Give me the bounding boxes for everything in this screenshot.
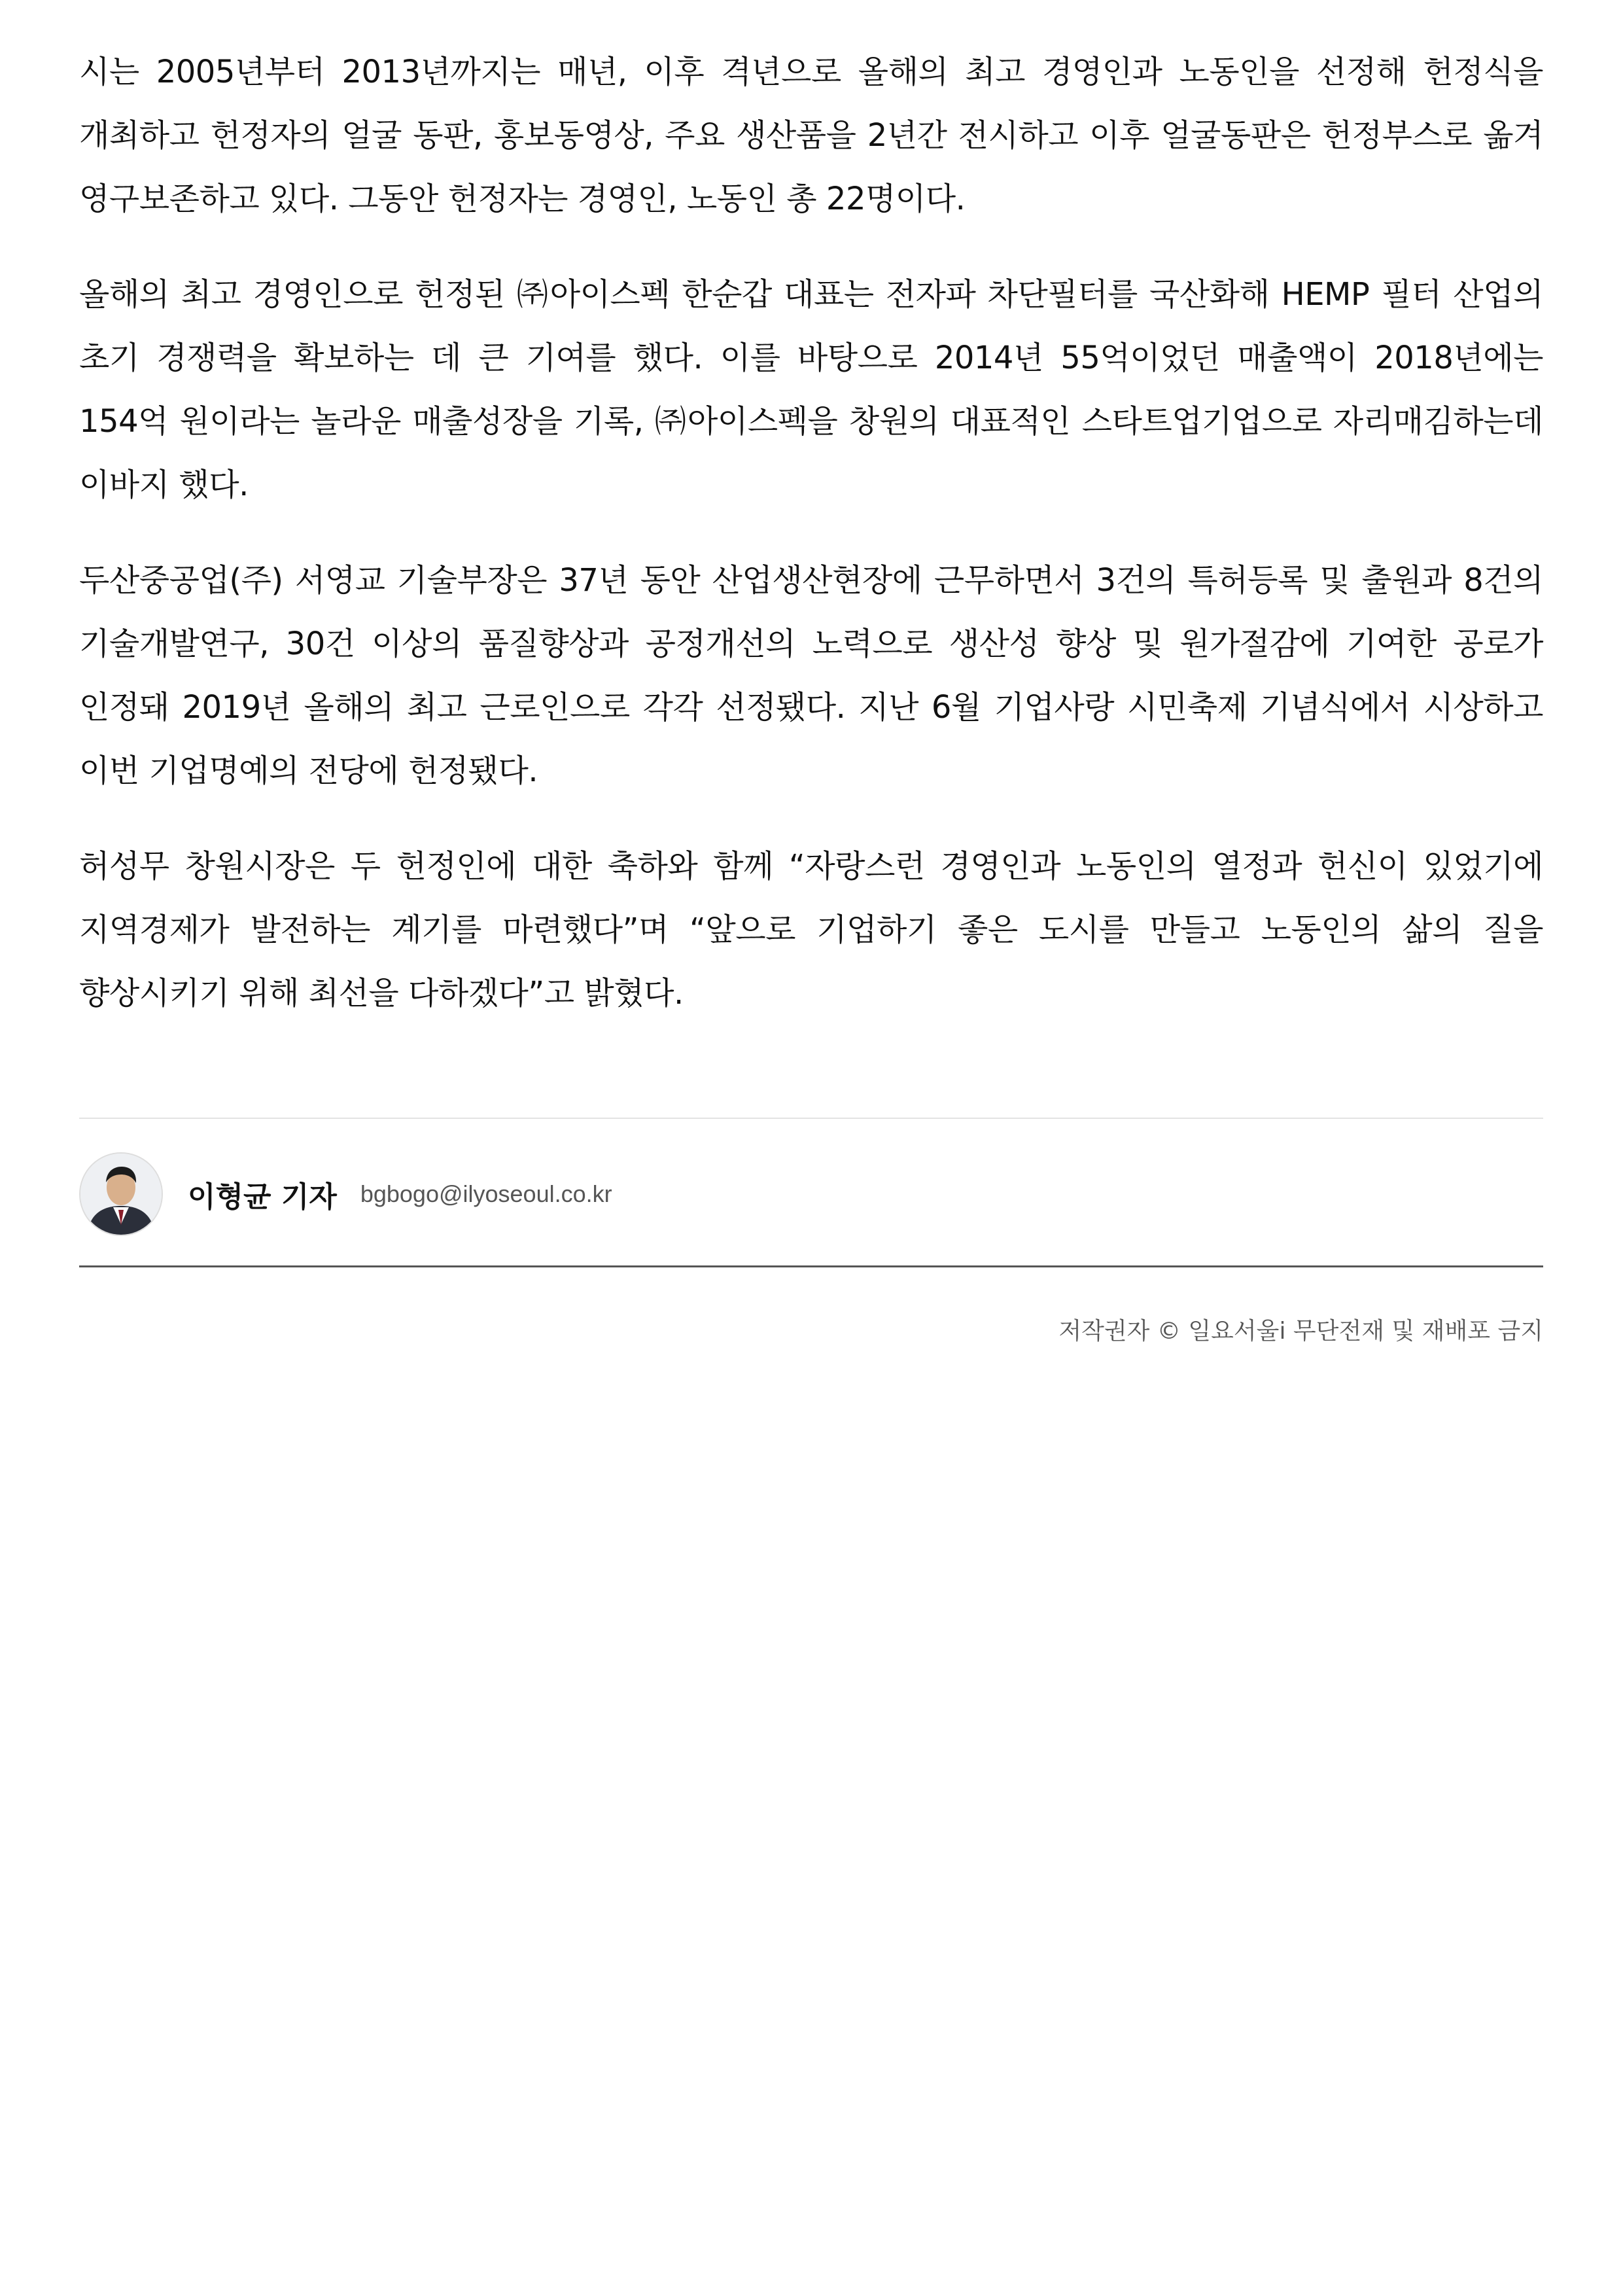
article-paragraph: 시는 2005년부터 2013년까지는 매년, 이후 격년으로 올해의 최고 경영인과 노동인을 선정해 헌정식을 개최하고 헌정자의 얼굴 동판, 홍보동영상, 주요 생산품을 2년간 전시하고 이후 얼굴동판은 헌정부스로 옮겨 영구보존하고 있다. 그동안 헌정자는 경영인, 노동인 총 22명이다. [79, 54, 1543, 217]
article-paragraph: 올해의 최고 경영인으로 헌정된 ㈜아이스펙 한순갑 대표는 전자파 차단필터를 국산화해 HEMP 필터 산업의 초기 경쟁력을 확보하는 데 큰 기여를 했다. 이를 바탕으로 2014년 55억이었던 매출액이 2018년에는 154억 원이라는 놀라운 매출성장을 기록, ㈜아이스펙을 창원의 대표적인 스타트업기업으로 자리매김하는데 이바지 했다. [79, 276, 1543, 503]
author-email[interactable]: bgbogo@ilyoseoul.co.kr [360, 1180, 612, 1207]
article-body [79, 41, 1543, 1057]
byline-divider-bottom [79, 1265, 1543, 1267]
byline-divider-top [79, 1118, 1543, 1119]
author-portrait-icon [80, 1154, 162, 1235]
copyright-notice: 저작권자 © 일요서울i 무단전재 및 재배포 금지 [1058, 1318, 1543, 1345]
article-paragraph: 두산중공업(주) 서영교 기술부장은 37년 동안 산업생산현장에 근무하면서 3건의 특허등록 및 출원과 8건의 기술개발연구, 30건 이상의 품질향상과 공정개선의 노력으로 생산성 향상 및 원가절감에 기여한 공로가 인정돼 2019년 올해의 최고 근로인으로 각각 선정됐다. 지난 6월 기업사랑 시민축제 기념식에서 시상하고 이번 기업명예의 전당에 헌정됐다. [79, 562, 1543, 789]
author-name[interactable]: 이형균 기자 [188, 1180, 337, 1214]
author-avatar[interactable] [79, 1152, 163, 1236]
article-paragraph: 허성무 창원시장은 두 헌정인에 대한 축하와 함께 “자랑스런 경영인과 노동인의 열정과 헌신이 있었기에 지역경제가 발전하는 계기를 마련했다”며 “앞으로 기업하기 좋은 도시를 만들고 노동인의 삶의 질을 향상시키기 위해 최선을 다하겠다”고 밝혔다. [79, 848, 1543, 1012]
author-byline [79, 1152, 1543, 1237]
